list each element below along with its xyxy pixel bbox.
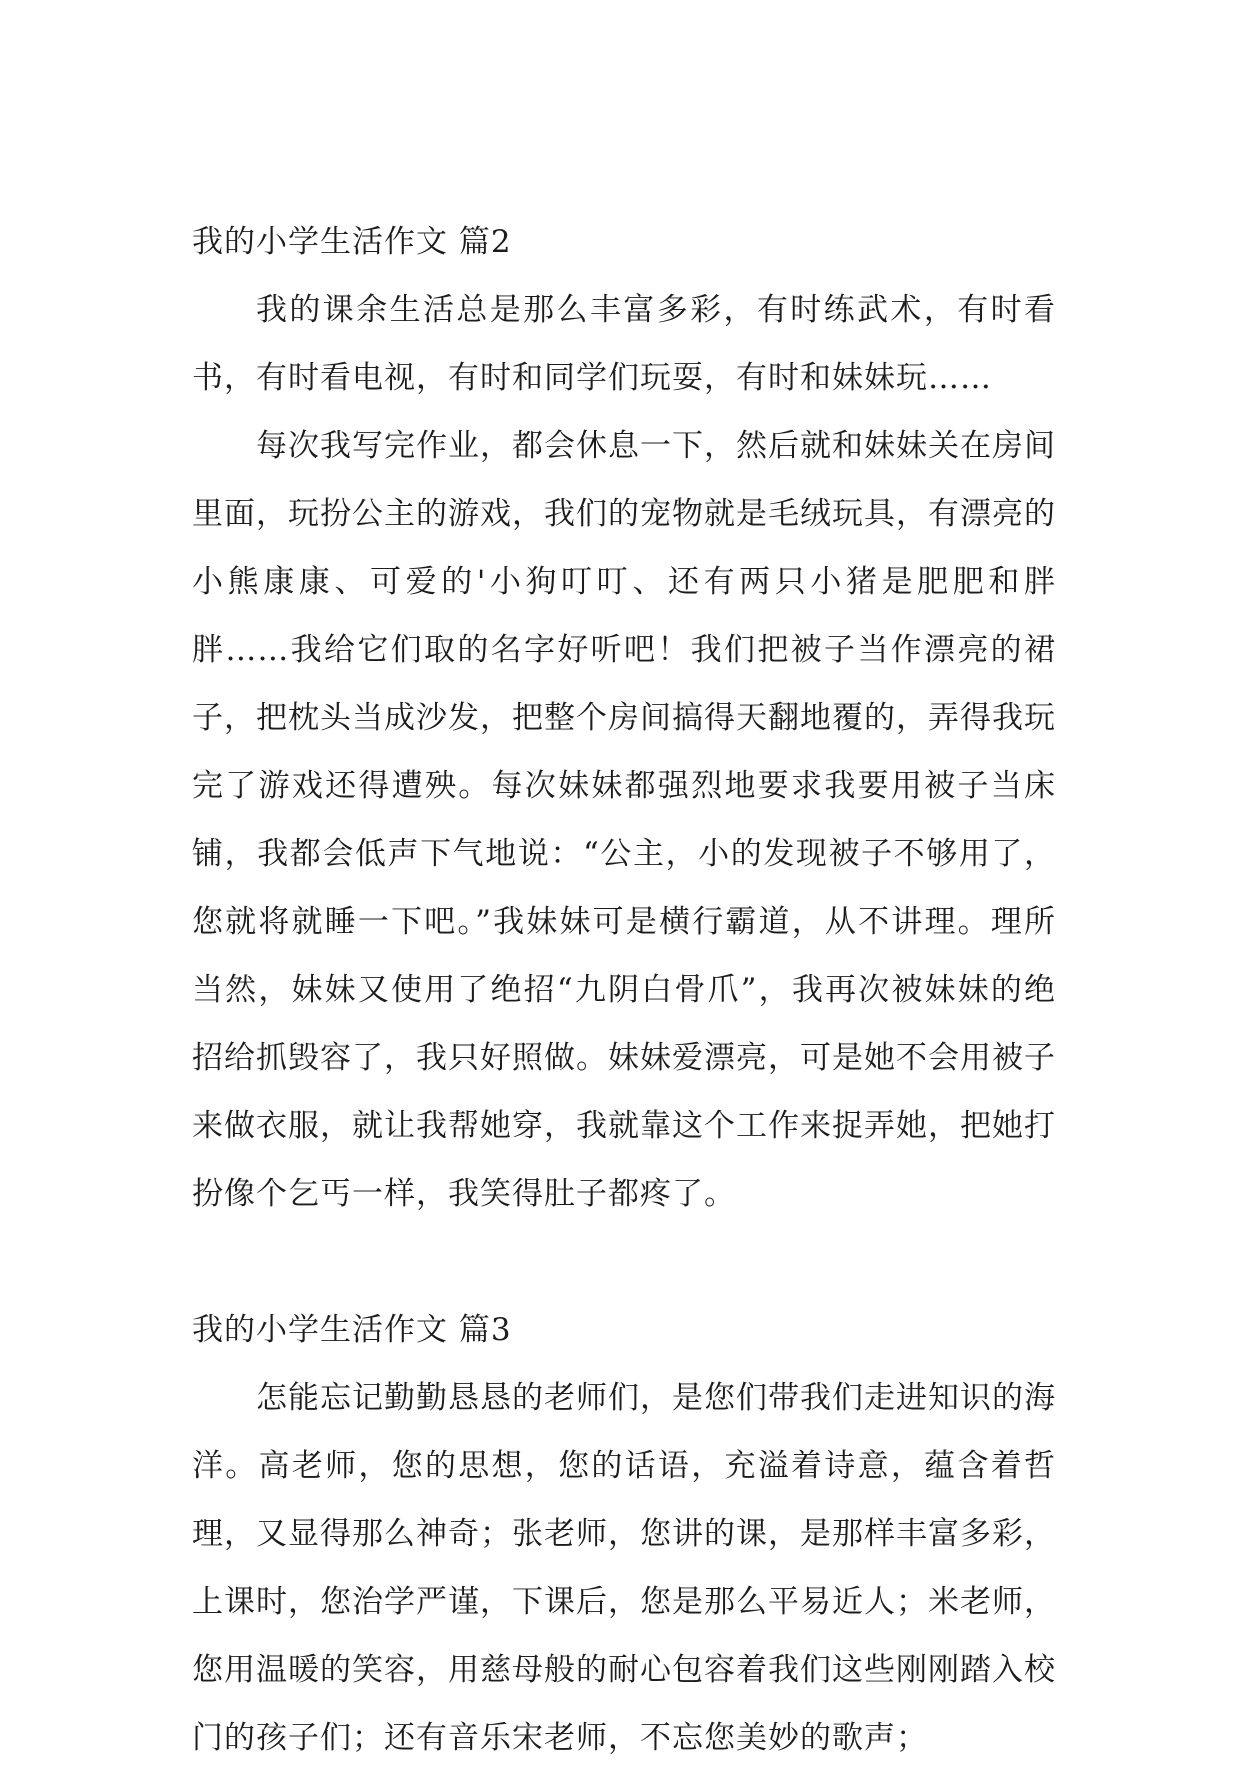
paragraph-2-2: 每次我写完作业，都会休息一下，然后就和妹妹关在房间里面，玩扮公主的游戏，我们的宠物就是毛绒玩具，有漂亮的小熊康康、可爱的'小狗叮叮、还有两只小猪是肥肥和胖胖……我给它们取的名字好听吧！我们把被子当作漂亮的裙子，把枕头当成沙发，把整个房间搞得天翻地覆的，弄得我玩完了游戏还得遭殃。每次妹妹都强烈地要求我要用被子当床铺，我都会低声下气地说：“公主，小的发现被子不够用了，您就将就睡一下吧。”我妹妹可是横行霸道，从不讲理。理所当然，妹妹又使用了绝招“九阴白骨爪”，我再次被妹妹的绝招给抓毁容了，我只好照做。妹妹爱漂亮，可是她不会用被子来做衣服，就让我帮她穿，我就靠这个工作来捉弄她，把她打扮像个乞丐一样，我笑得肚子都疼了。 — [192, 428, 1056, 1212]
section-title-2: 我的小学生活作文 篇2 — [192, 224, 512, 260]
document-body — [192, 208, 1056, 1772]
section-title-3: 我的小学生活作文 篇3 — [192, 1312, 512, 1348]
section-divider — [192, 1228, 1056, 1296]
paragraph-3-1: 怎能忘记勤勤恳恳的老师们，是您们带我们走进知识的海洋。高老师，您的思想，您的话语，充溢着诗意，蕴含着哲理，又显得那么神奇；张老师，您讲的课，是那样丰富多彩，上课时，您治学严谨，下课后，您是那么平易近人；米老师，您用温暖的笑容，用慈母般的耐心包容着我们这些刚刚踏入校门的孩子们；还有音乐宋老师，不忘您美妙的歌声； — [192, 1380, 1056, 1756]
paragraph-2-1: 我的课余生活总是那么丰富多彩，有时练武术，有时看书，有时看电视，有时和同学们玩耍，有时和妹妹玩…… — [192, 292, 1056, 396]
